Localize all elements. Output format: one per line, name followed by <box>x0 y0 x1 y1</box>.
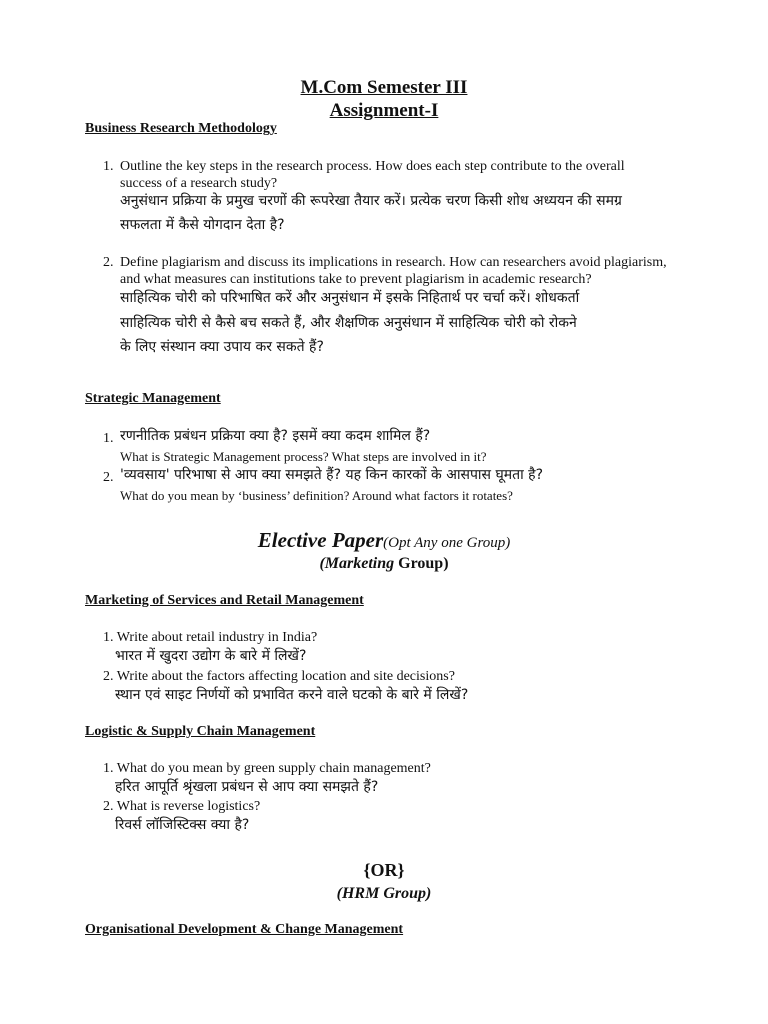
question-text-hi: रिवर्स लॉजिस्टिक्स क्या है? <box>115 817 250 833</box>
or-separator: {OR} <box>363 860 405 880</box>
elective-note: (Opt Any one Group) <box>383 535 511 551</box>
question-text-en: and what measures can institutions take to prevent plagiarism in academic research? <box>120 272 592 287</box>
page-title: M.Com Semester III <box>300 77 468 98</box>
group-suffix: Group) <box>394 555 449 572</box>
question-number: 2. <box>103 255 114 270</box>
group-heading-marketing <box>0 555 768 573</box>
question-text-en: Outline the key steps in the research process. How does each step contribute to the overall <box>120 159 625 174</box>
question-text-en: 2. What is reverse logistics? <box>103 799 261 814</box>
question-text-en: success of a research study? <box>120 176 278 191</box>
group-name: Marketing <box>324 555 395 572</box>
question-text-en: Define plagiarism and discuss its implications in research. How can researchers avoid plagiarism, <box>120 255 667 270</box>
question-number: 2. <box>103 470 114 485</box>
question-text-hi: के लिए संस्थान क्या उपाय कर सकते हैं? <box>120 339 324 355</box>
question-number: 1. <box>103 431 114 446</box>
question-text-hi: भारत में खुदरा उद्योग के बारे में लिखें? <box>115 648 307 664</box>
question-text-hi: साहित्यिक चोरी से कैसे बच सकते हैं, और शैक्षणिक अनुसंधान में साहित्यिक चोरी को रोकने <box>120 315 577 331</box>
question-text-hi: रणनीतिक प्रबंधन प्रक्रिया क्या है? इसमें क्या कदम शामिल हैं? <box>120 428 431 444</box>
section-heading-sm: Strategic Management <box>85 391 221 406</box>
section-heading-odcm: Organisational Development & Change Management <box>85 922 404 937</box>
elective-heading <box>0 528 768 553</box>
page-subtitle: Assignment-I <box>329 100 439 121</box>
question-text-en: 1. Write about retail industry in India? <box>103 630 318 645</box>
question-text-en: What do you mean by ‘business’ definition? Around what factors it rotates? <box>120 488 513 503</box>
question-text-hi: हरित आपूर्ति श्रृंखला प्रबंधन से आप क्या समझते हैं? <box>115 779 379 795</box>
group-heading-hrm: (HRM Group) <box>336 885 432 902</box>
question-text-en: What is Strategic Management process? What steps are involved in it? <box>120 449 487 464</box>
question-text-en: 2. Write about the factors affecting location and site decisions? <box>103 669 455 684</box>
question-text-hi: साहित्यिक चोरी को परिभाषित करें और अनुसंधान में इसके निहितार्थ पर चर्चा करें। शोधकर्ता <box>120 290 580 306</box>
section-heading-lscm: Logistic & Supply Chain Management <box>85 724 316 739</box>
question-number: 1. <box>103 159 114 174</box>
section-heading-msrm: Marketing of Services and Retail Management <box>85 593 364 608</box>
section-heading-brm: Business Research Methodology <box>85 121 277 136</box>
question-text-hi: सफलता में कैसे योगदान देता है? <box>120 217 285 233</box>
question-text-hi: 'व्यवसाय' परिभाषा से आप क्या समझते हैं? यह किन कारकों के आसपास घूमता है? <box>120 467 544 483</box>
question-text-en: 1. What do you mean by green supply chain management? <box>103 761 431 776</box>
question-text-hi: अनुसंधान प्रक्रिया के प्रमुख चरणों की रूपरेखा तैयार करें। प्रत्येक चरण किसी शोध अध्ययन की समग्र <box>120 193 622 209</box>
question-text-hi: स्थान एवं साइट निर्णयों को प्रभावित करने वाले घटको के बारे में लिखें? <box>115 687 469 703</box>
group-open: ( <box>319 555 325 572</box>
elective-title: Elective Paper <box>257 528 384 552</box>
